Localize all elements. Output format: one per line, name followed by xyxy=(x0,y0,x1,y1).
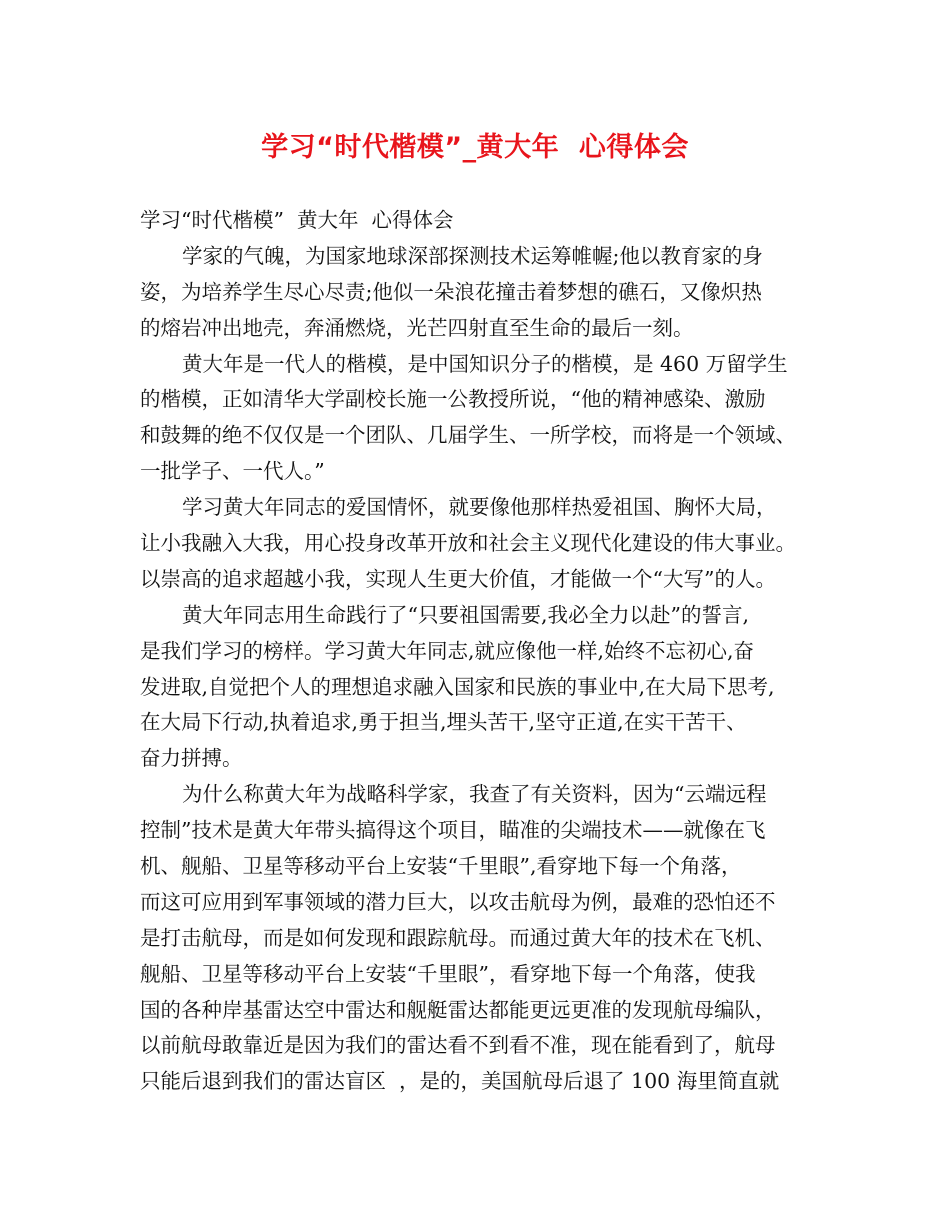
text-line: 而这可应用到军事领域的潜力巨大，以攻击航母为例，最难的恐怕还不 xyxy=(140,889,776,914)
text-line: 奋力拼搏。 xyxy=(140,746,243,771)
text-line: 机、舰船、卫星等移动平台上安装“千里眼”,看穿地下每一个角落， xyxy=(140,854,742,879)
text-line: 为什么称黄大年为战略科学家，我查了有关资料，因为“云端远程 xyxy=(182,782,767,807)
text-line: 学习黄大年同志的爱国情怀，就要像他那样热爱祖国、胸怀大局， xyxy=(182,495,777,520)
text-line: 学习“时代楷模” 黄大年 心得体会 xyxy=(140,208,454,232)
text-line: 只能后退到我们的雷达盲区 ，是的，美国航母后退了 100 海里简直就 xyxy=(140,1069,780,1094)
text-line: 的楷模，正如清华大学副校长施一公教授所说，“他的精神感染、激励 xyxy=(140,387,766,412)
text-line: 黄大年是一代人的楷模，是中国知识分子的楷模，是 460 万留学生 xyxy=(182,351,788,376)
text-line: 国的各种岸基雷达空中雷达和舰艇雷达都能更远更准的发现航母编队， xyxy=(140,997,776,1022)
text-line: 以前航母敢靠近是因为我们的雷达看不到看不准，现在能看到了，航母 xyxy=(140,1033,776,1058)
text-line: 发进取,自觉把个人的理想追求融入国家和民族的事业中,在大局下思考, xyxy=(140,674,775,699)
text-line: 在大局下行动,执着追求,勇于担当,埋头苦干,坚守正道,在实干苦干、 xyxy=(140,710,747,735)
text-line: 是我们学习的榜样。学习黄大年同志,就应像他一样,始终不忘初心,奋 xyxy=(140,638,755,663)
text-line: 一批学子、一代人。” xyxy=(140,459,325,484)
text-line: 黄大年同志用生命践行了“只要祖国需要,我必全力以赴”的誓言, xyxy=(182,602,749,627)
text-line: 舰船、卫星等移动平台上安装“千里眼”，看穿地下每一个角落，使我 xyxy=(140,961,756,986)
text-line: 姿，为培养学生尽心尽责;他似一朵浪花撞击着梦想的礁石，又像炽热 xyxy=(140,279,762,304)
document-body xyxy=(140,203,830,1100)
text-line: 以崇高的追求超越小我，实现人生更大价值，才能做一个“大写”的人。 xyxy=(140,566,776,591)
text-line: 控制”技术是黄大年带头搞得这个项目，瞄准的尖端技术——就像在飞 xyxy=(140,818,766,843)
text-line: 学家的气魄，为国家地球深部探测技术运筹帷幄;他以教育家的身 xyxy=(182,243,763,268)
text-line: 是打击航母，而是如何发现和跟踪航母。而通过黄大年的技术在飞机、 xyxy=(140,925,776,950)
text-line: 让小我融入大我，用心投身改革开放和社会主义现代化建设的伟大事业。 xyxy=(140,531,796,556)
text-line: 的熔岩冲出地壳，奔涌燃烧，光芒四射直至生命的最后一刻。 xyxy=(140,315,694,340)
document-title: 学习“时代楷模”_黄大年 心得体会 xyxy=(261,132,689,163)
text-line: 和鼓舞的绝不仅仅是一个团队、几届学生、一所学校，而将是一个领域、 xyxy=(140,423,796,448)
